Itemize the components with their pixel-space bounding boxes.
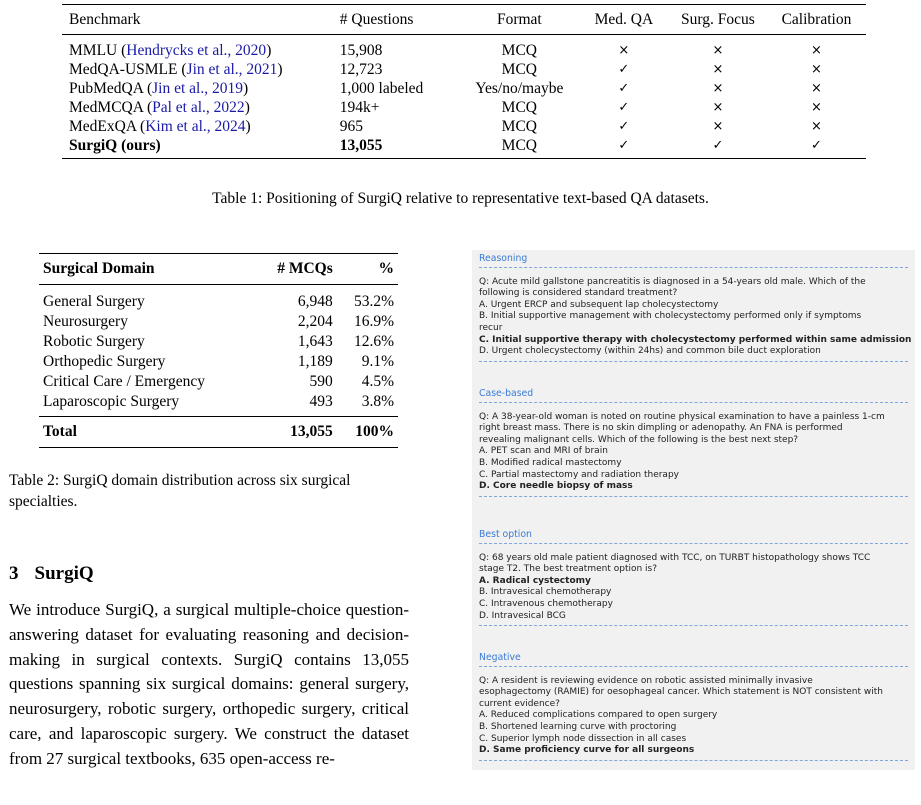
table-row — [39, 352, 398, 372]
table-row — [62, 117, 866, 136]
table-2-caption: Table 2: SurgiQ domain distribution across six surgical specialties. — [9, 472, 351, 510]
example-block-negative — [479, 652, 908, 761]
domain-cell: Robotic Surgery — [43, 333, 145, 350]
option-a: A. Urgent ERCP and subsequent lap cholecystectomy — [479, 299, 719, 310]
table-row-ours — [62, 136, 866, 159]
question-line: right breast mass. There is no skin dimpling or adenopathy. An FNA is performed — [479, 423, 843, 434]
option-d: D. Urgent cholecystectomy (within 24hs) and common bile duct exploration — [479, 346, 821, 357]
header-benchmark: Benchmark — [69, 11, 141, 28]
domain-cell: General Surgery — [43, 293, 145, 310]
percent-cell: 9.1% — [361, 353, 394, 370]
table-row — [62, 98, 866, 117]
domain-cell: Neurosurgery — [43, 313, 128, 330]
citation-link[interactable]: Pal et al., 2022 — [152, 99, 245, 116]
example-block-case-based — [479, 388, 908, 497]
med-qa-mark: ✓ — [618, 138, 630, 153]
option-a-correct: A. Radical cystectomy — [479, 575, 591, 586]
header-format: Format — [496, 11, 542, 28]
option-b: B. Shortened learning curve with proctoring — [479, 721, 677, 732]
question-line: stage T2. The best treatment option is? — [479, 564, 658, 575]
benchmark-name-cell: SurgiQ (ours) — [69, 137, 161, 154]
header-questions: # Questions — [339, 11, 414, 28]
question-line: Q: A resident is reviewing evidence on robotic assisted minimally invasive — [479, 675, 813, 686]
section-number: 3 — [9, 563, 19, 584]
benchmark-name-cell: MedQA-USMLE (Jin et al., 2021) — [69, 61, 283, 78]
benchmark-name-cell: MedMCQA (Pal et al., 2022) — [69, 99, 250, 116]
option-d-correct: D. Core needle biopsy of mass — [479, 481, 633, 492]
divider — [479, 267, 908, 268]
format-cell: MCQ — [501, 137, 537, 154]
category-label: Reasoning — [479, 253, 528, 264]
divider — [479, 402, 908, 403]
header-mcqs: # MCQs — [277, 260, 333, 277]
questions-cell: 13,055 — [339, 137, 383, 154]
option-a: A. PET scan and MRI of brain — [479, 446, 608, 457]
header-calibration: Calibration — [781, 11, 852, 28]
option-c-correct: C. Initial supportive therapy with cholecystectomy performed within same admission — [479, 334, 912, 345]
option-b: B. Intravesical chemotherapy — [479, 587, 612, 598]
option-c: C. Superior lymph node dissection in all cases — [479, 733, 687, 744]
calibration-mark: × — [811, 43, 822, 58]
header-domain: Surgical Domain — [43, 260, 155, 277]
section-heading — [9, 563, 94, 585]
percent-cell: 16.9% — [353, 313, 394, 330]
table-header-row — [62, 5, 866, 35]
category-label: Negative — [479, 652, 521, 663]
benchmark-name: MedMCQA — [69, 99, 144, 116]
option-c: C. Partial mastectomy and radiation therapy — [479, 469, 679, 480]
table-1 — [62, 4, 866, 159]
example-block-reasoning — [479, 253, 912, 362]
percent-cell: 53.2% — [353, 293, 394, 310]
divider — [479, 760, 908, 761]
questions-cell: 15,908 — [339, 42, 383, 59]
table-row — [62, 35, 866, 61]
option-a: A. Reduced complications compared to open surgery — [479, 710, 718, 721]
domain-table — [39, 253, 398, 448]
example-block-best-option — [479, 529, 908, 626]
table-header-row — [39, 254, 398, 285]
divider — [479, 496, 908, 497]
surg-focus-mark: × — [712, 81, 724, 96]
table-row — [62, 79, 866, 98]
med-qa-mark: × — [618, 43, 630, 58]
calibration-mark: ✓ — [811, 138, 822, 153]
benchmark-name-cell: MedExQA (Kim et al., 2024) — [69, 118, 251, 135]
question-line: following is considered standard treatment? — [479, 288, 678, 299]
citation-link[interactable]: Jin et al., 2019 — [152, 80, 243, 97]
header-surg-focus: Surg. Focus — [681, 11, 755, 28]
question-text — [479, 412, 908, 493]
table-row — [39, 392, 398, 417]
question-line: esophagectomy (RAMIE) for oesophageal cancer. Which statement is NOT consistent with — [479, 687, 883, 698]
med-qa-mark: ✓ — [618, 100, 630, 115]
med-qa-mark: ✓ — [618, 81, 630, 96]
divider — [479, 543, 908, 544]
domain-cell: Orthopedic Surgery — [43, 353, 166, 370]
question-text — [479, 676, 908, 757]
question-text — [479, 276, 912, 358]
table-row — [39, 285, 398, 313]
count-cell: 2,204 — [297, 313, 333, 330]
med-qa-mark: ✓ — [618, 62, 630, 77]
header-med-qa: Med. QA — [594, 11, 654, 28]
table-row — [62, 60, 866, 79]
divider — [479, 361, 908, 362]
surg-focus-mark: × — [712, 43, 724, 58]
domain-cell: Laparoscopic Surgery — [43, 393, 180, 410]
benchmark-name-cell: MMLU (Hendrycks et al., 2020) — [69, 42, 272, 59]
option-c: C. Intravenous chemotherapy — [479, 598, 613, 609]
benchmark-name: MedExQA — [69, 118, 137, 135]
divider — [479, 666, 908, 667]
surg-focus-mark: × — [712, 62, 724, 77]
question-text — [479, 553, 908, 623]
benchmark-table — [62, 4, 866, 159]
calibration-mark: × — [811, 119, 822, 134]
benchmark-name: PubMedQA — [69, 80, 144, 97]
header-percent: % — [378, 260, 394, 277]
domain-cell: Critical Care / Emergency — [43, 373, 205, 390]
total-count: 13,055 — [290, 423, 333, 440]
question-line: Q: 68 years old male patient diagnosed with TCC, on TURBT histopathology shows TCC — [479, 552, 871, 563]
table-row — [39, 332, 398, 352]
count-cell: 590 — [309, 373, 333, 390]
table-row — [39, 312, 398, 332]
format-cell: MCQ — [501, 99, 537, 116]
format-cell: MCQ — [501, 61, 537, 78]
total-row — [39, 417, 398, 448]
benchmark-name: MedQA-USMLE — [69, 61, 178, 78]
citation-link[interactable]: Jin et al., 2021 — [186, 61, 278, 78]
count-cell: 6,948 — [297, 293, 333, 310]
questions-cell: 965 — [339, 118, 364, 135]
question-line: current evidence? — [479, 698, 560, 709]
total-percent: 100% — [355, 423, 394, 440]
citation-link[interactable]: Hendrycks et al., 2020 — [126, 42, 267, 59]
option-d-correct: D. Same proficiency curve for all surgeons — [479, 745, 695, 756]
option-b-continued: recur — [479, 322, 503, 333]
option-b: B. Initial supportive management with cholecystectomy performed only if symptoms — [479, 311, 862, 322]
citation-link[interactable]: Kim et al., 2024 — [145, 118, 246, 135]
calibration-mark: × — [811, 81, 822, 96]
table-row — [39, 372, 398, 392]
question-examples-figure — [472, 250, 915, 770]
table-2 — [39, 253, 398, 448]
questions-cell: 12,723 — [339, 61, 383, 78]
question-line: Q: A 38-year-old woman is noted on routine physical examination to have a painless 1-cm — [479, 411, 885, 422]
option-d: D. Intravesical BCG — [479, 610, 566, 621]
count-cell: 1,189 — [297, 353, 333, 370]
percent-cell: 12.6% — [353, 333, 394, 350]
question-line: Q: Acute mild gallstone pancreatitis is diagnosed in a 54-years old male. Which of the — [479, 276, 866, 287]
benchmark-name-cell: PubMedQA (Jin et al., 2019) — [69, 80, 249, 97]
category-label: Case-based — [479, 388, 534, 399]
table-1-caption: Table 1: Positioning of SurgiQ relative to representative text-based QA datasets. — [212, 190, 709, 207]
benchmark-table-body — [62, 35, 866, 159]
category-label: Best option — [479, 529, 532, 540]
percent-cell: 3.8% — [361, 393, 394, 410]
med-qa-mark: ✓ — [618, 119, 630, 134]
format-cell: MCQ — [501, 118, 537, 135]
surg-focus-mark: × — [712, 119, 724, 134]
questions-cell: 1,000 labeled — [339, 80, 424, 97]
divider — [479, 625, 908, 626]
calibration-mark: × — [811, 100, 822, 115]
option-b: B. Modified radical mastectomy — [479, 457, 622, 468]
calibration-mark: × — [811, 62, 822, 77]
benchmark-name: MMLU — [69, 42, 118, 59]
questions-cell: 194k+ — [339, 99, 380, 116]
format-cell: MCQ — [501, 42, 537, 59]
count-cell: 1,643 — [297, 333, 333, 350]
format-cell: Yes/no/maybe — [475, 80, 564, 97]
section-title: SurgiQ — [34, 563, 94, 584]
domain-table-body — [39, 285, 398, 417]
surg-focus-mark: × — [712, 100, 724, 115]
count-cell: 493 — [309, 393, 333, 410]
percent-cell: 4.5% — [361, 373, 394, 390]
question-line: revealing malignant cells. Which of the following is the best next step? — [479, 434, 799, 445]
total-label: Total — [43, 423, 77, 440]
surg-focus-mark: ✓ — [712, 138, 724, 153]
section-body: We introduce SurgiQ, a surgical multiple-choice question-answering dataset for evaluating reasoning and decision-making in surgical contexts. SurgiQ contains 13,055 questions spanning six surgical domains: general surgery, neurosurgery, robotic surgery, orthopedic surgery, critical care, and laparoscopic surgery. We construct the dataset from 27 surgical textbooks, 635 open-access re- — [9, 600, 409, 768]
